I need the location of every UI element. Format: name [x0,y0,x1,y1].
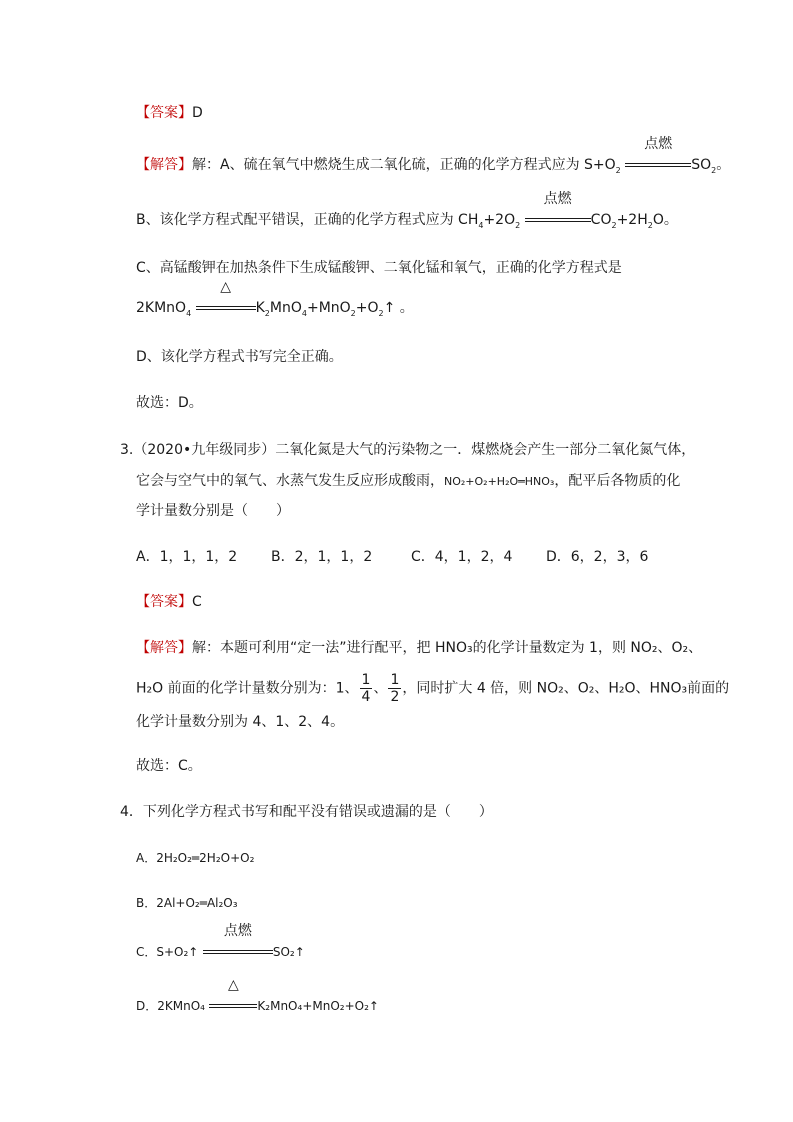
answer-label: 【答案】 [136,105,192,121]
condition-arrow [625,136,691,175]
product: +O [355,300,379,316]
fraction-numerator: 1 [361,672,371,688]
question-stem: 它会与空气中的氧气、水蒸气发生反应形成酸雨， [136,473,444,489]
q4-option-d [136,977,379,1016]
option-b: B．2Al+O₂═Al₂O₃ [136,896,238,910]
analysis-b-text: B、该化学方程式配平错误，正确的化学方程式应为 CH [136,212,479,228]
q3-options [136,547,648,567]
q2-analysis-c-line [136,258,622,278]
analysis-c-text: C、高锰酸钾在加热条件下生成锰酸钾、二氧化锰和氧气，正确的化学方程式是 [136,260,622,276]
conclusion-text: 故选：D。 [136,395,203,411]
analysis-label: 【解答】 [136,157,192,173]
conclusion-text: 故选：C。 [136,758,202,774]
condition-arrow [203,923,273,962]
option-d: D．6，2，3，6 [546,549,649,565]
fraction-numerator: 1 [390,672,400,688]
option-c: C．S+O₂↑ [136,945,199,959]
condition-arrow [196,279,256,318]
analysis-text: 解：本题可利用“定一法”进行配平，把 HNO₃的化学计量数定为 1，则 NO₂、O₂、 [192,640,703,656]
q2-analysis-a-line: 【解答】解：A、硫在氧气中燃烧生成二氧化硫，正确的化学方程式应为 $S+O_2$ 点燃 $SO_2$。 [136,136,731,175]
question-stem: 学计量数分别是（ ） [136,503,290,519]
condition-text: △ [228,977,239,993]
q4-option-a [136,848,254,868]
q3-stem-line-3 [136,501,290,521]
condition-arrow [525,191,591,230]
fraction-denominator: 2 [390,689,400,705]
analysis-text: ，同时扩大 4 倍，则 NO₂、O₂、H₂O、HNO₃前面的 [402,680,730,697]
q3-analysis-line-3 [136,712,344,732]
condition-arrow [209,977,257,1016]
product: +2H [616,212,648,228]
equation: NO₂+O₂+H₂O═HNO₃ [444,475,555,488]
product: CO [590,212,612,228]
analysis-label: 【解答】 [136,640,192,656]
condition-text: 点燃 [223,923,252,939]
q4-option-c [136,923,305,962]
question-stem: 4．下列化学方程式书写和配平没有错误或遗漏的是（ ） [120,804,493,820]
q2-conclusion [136,393,203,413]
question-stem: 3.（2020•九年级同步）二氧化氮是大气的污染物之一．煤燃烧会产生一部分二氧化氮气体， [120,442,696,458]
option-d: D．2KMnO₄ [136,999,205,1013]
analysis-a-text: 解：A、硫在氧气中燃烧生成二氧化硫，正确的化学方程式应为 S+O [192,157,616,173]
q3-answer-line [136,592,202,612]
q2-analysis-c-eq: 2KMnO$_4$ △ $K_2MnO_4+MnO_2+O_2↑$ 。 [136,279,414,318]
fraction-denominator: 4 [361,689,371,705]
product: O。 [652,212,678,228]
analysis-text: H₂O 前面的化学计量数分别为：1、 [136,680,359,697]
q3-conclusion [136,756,202,776]
product: SO₂↑ [272,945,305,959]
line-end: 。 [716,157,731,173]
q3-analysis-line-2 [136,672,729,705]
line-end: ↑ 。 [383,300,414,316]
product: MnO [269,300,302,316]
separator: 、 [373,680,388,697]
product: SO [691,157,712,173]
reactant: 2KMnO [136,300,187,316]
condition-text: △ [220,279,231,295]
product: +MnO [306,300,351,316]
option-b: B．2，1，1，2 [271,549,373,565]
analysis-text: 化学计量数分别为 4、1、2、4。 [136,714,345,730]
q4-option-b [136,893,238,913]
fraction [388,672,401,705]
option-a: A．1，1，1，2 [136,549,238,565]
product: K₂MnO₄+MnO₂+O₂↑ [257,999,379,1013]
q2-answer-line [136,103,203,123]
option-a: A．2H₂O₂═2H₂O+O₂ [136,851,255,865]
q4-stem [120,802,493,822]
reactant: +2O [483,212,516,228]
question-stem: ，配平后各物质的化 [554,473,681,489]
q3-stem-line-2 [136,471,680,492]
condition-text: 点燃 [543,191,572,207]
answer-label: 【答案】 [136,594,192,610]
q3-stem-line-1 [120,440,695,460]
option-c: C．4，1，2，4 [411,549,513,565]
answer-value: D [192,105,203,121]
analysis-d-text: D、该化学方程式书写完全正确。 [136,349,343,365]
fraction [360,672,373,705]
answer-value: C [192,594,202,610]
q2-analysis-d-line [136,347,343,367]
product: K [255,300,265,316]
condition-text: 点燃 [644,136,673,152]
q2-analysis-b-line: B、该化学方程式配平错误，正确的化学方程式应为 $CH_4+2O_2$ 点燃 $CO_2+2H_2O$。 [136,191,678,230]
q3-analysis-line-1 [136,638,702,658]
